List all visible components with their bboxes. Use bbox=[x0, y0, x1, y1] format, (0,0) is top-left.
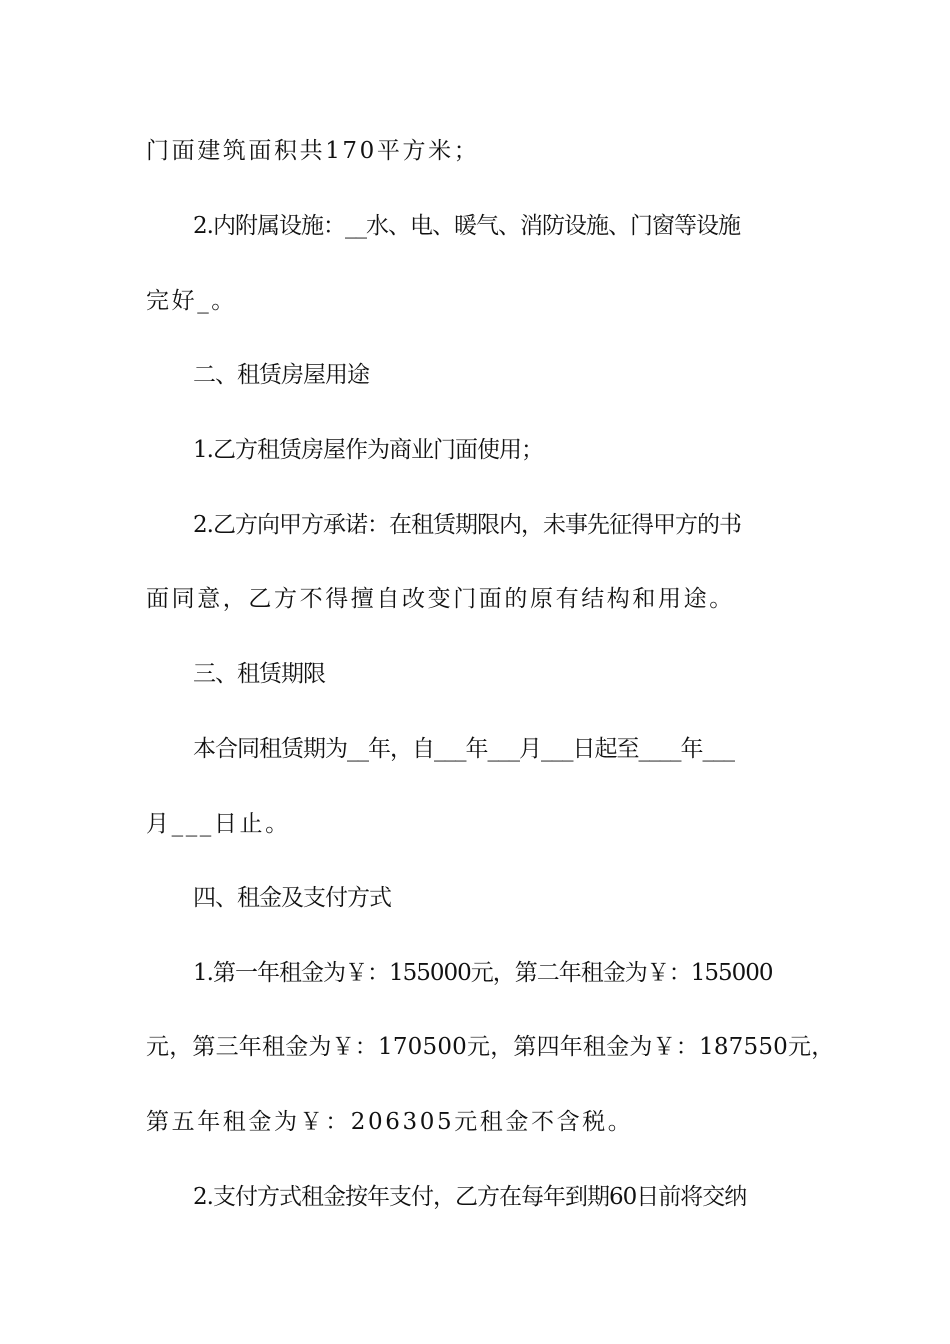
clause-line: 1.乙方租赁房屋作为商业门面使用； bbox=[193, 437, 543, 463]
body-text-line: 完好_。 bbox=[146, 288, 237, 314]
section-heading: 四、租金及支付方式 bbox=[193, 885, 391, 911]
section-heading: 二、租赁房屋用途 bbox=[193, 362, 369, 388]
section-heading: 三、租赁期限 bbox=[193, 661, 325, 687]
clause-line: 2.乙方向甲方承诺：在租赁期限内，未事先征得甲方的书 bbox=[193, 512, 741, 538]
body-text-line: 面同意，乙方不得擅自改变门面的原有结构和用途。 bbox=[146, 586, 735, 612]
clause-line: 1.第一年租金为￥：155000元，第二年租金为￥：155000 bbox=[193, 960, 773, 986]
clause-line: 本合同租赁期为__年，自___年___月___日起至____年___ bbox=[193, 736, 734, 762]
body-text-line: 月___日止。 bbox=[146, 811, 291, 837]
clause-line: 2.支付方式租金按年支付，乙方在每年到期60日前将交纳 bbox=[193, 1184, 747, 1210]
body-text-line: 门面建筑面积共170平方米； bbox=[146, 138, 480, 164]
body-text-line: 元，第三年租金为￥：170500元，第四年租金为￥：187550元， bbox=[146, 1034, 835, 1060]
body-text-line: 第五年租金为￥：206305元租金不含税。 bbox=[146, 1109, 634, 1135]
clause-line: 2.内附属设施：__水、电、暖气、消防设施、门窗等设施 bbox=[193, 213, 740, 239]
